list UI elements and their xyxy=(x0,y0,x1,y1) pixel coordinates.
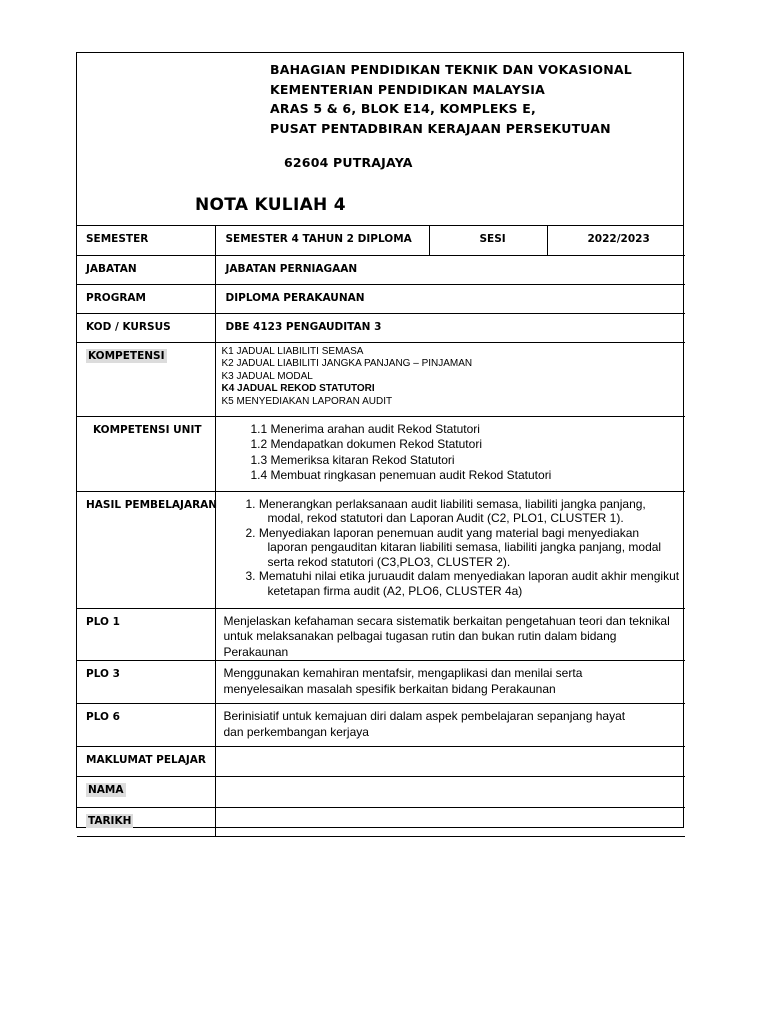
plo6-line: Berinisiatif untuk kemajuan diri dalam aspek pembelajaran sepanjang hayat xyxy=(223,709,626,723)
kompetensi-unit-label: KOMPETENSI UNIT xyxy=(93,423,202,436)
row-program xyxy=(77,284,685,313)
kompetensi-unit-list xyxy=(216,417,686,484)
row-hasil-pembelajaran xyxy=(77,491,685,608)
info-table xyxy=(77,226,685,837)
plo6-line: dan perkembangan kerjaya xyxy=(223,724,369,739)
kompetensi-unit-item: 1.1 Menerima arahan audit Rekod Statutori xyxy=(250,421,480,436)
sesi-value: 2022/2023 xyxy=(587,233,650,245)
address-city: 62604 PUTRAJAYA xyxy=(284,155,413,170)
row-kompetensi-unit xyxy=(77,416,685,491)
plo3-line: menyelesaikan masalah spesifik berkaitan bidang Perakaunan xyxy=(223,681,556,696)
semester-value: SEMESTER 4 TAHUN 2 DIPLOMA xyxy=(225,233,412,245)
hasil-item: 2. Menyediakan laporan penemuan audit yang material bagi menyediakan laporan pengauditan kitaran liabiliti semasa, liabiliti jangka panjang, modal serta rekod statutori (C3,PLO3, CLUSTER 2). xyxy=(245,525,662,569)
sesi-label: SESI xyxy=(479,233,506,245)
lecture-note-form xyxy=(76,52,684,828)
tarikh-label: TARIKH xyxy=(88,815,132,827)
row-plo6 xyxy=(77,704,685,747)
address-line-2: KEMENTERIAN PENDIDIKAN MALAYSIA xyxy=(270,82,546,97)
program-label: PROGRAM xyxy=(86,291,146,304)
row-maklumat-pelajar xyxy=(77,747,685,777)
kompetensi-item: K3 JADUAL MODAL xyxy=(221,370,313,382)
kompetensi-item: K2 JADUAL LIABILITI JANGKA PANJANG – PINJAMAN xyxy=(221,358,473,369)
plo6-text xyxy=(216,704,686,740)
plo1-label: PLO 1 xyxy=(86,615,120,628)
plo1-line: Menjelaskan kefahaman secara sistematik berkaitan pengetahuan teori dan teknikal xyxy=(223,613,670,628)
address-line-1: BAHAGIAN PENDIDIKAN TEKNIK DAN VOKASIONAL xyxy=(270,62,632,77)
plo6-label: PLO 6 xyxy=(86,711,120,723)
kompetensi-unit-item: 1.4 Membuat ringkasan penemuan audit Rekod Statutori xyxy=(250,468,552,482)
hasil-item: 3. Mematuhi nilai etika juruaudit dalam menyediakan laporan audit akhir mengikut ketetapan firma audit (A2, PLO6, CLUSTER 4a) xyxy=(245,569,680,598)
row-plo1 xyxy=(77,608,685,661)
maklumat-label: MAKLUMAT PELAJAR xyxy=(86,754,206,766)
semester-label: SEMESTER xyxy=(86,233,149,245)
kompetensi-unit-item: 1.3 Memeriksa kitaran Rekod Statutori xyxy=(250,452,455,467)
kompetensi-list xyxy=(216,343,686,409)
plo3-text xyxy=(216,661,686,697)
kursus-label: KOD / KURSUS xyxy=(86,320,171,333)
program-value: DIPLOMA PERAKAUNAN xyxy=(225,291,365,304)
nama-label: NAMA xyxy=(88,784,124,796)
maklumat-field[interactable] xyxy=(216,747,686,754)
plo3-line: Menggunakan kemahiran mentafsir, mengaplikasi dan menilai serta xyxy=(223,666,583,680)
jabatan-value: JABATAN PERNIAGAAN xyxy=(225,262,358,275)
kompetensi-item: K1 JADUAL LIABILITI SEMASA xyxy=(221,345,364,357)
nama-field[interactable] xyxy=(216,777,686,784)
address-line-3: ARAS 5 & 6, BLOK E14, KOMPLEKS E, xyxy=(270,101,536,116)
hasil-label: HASIL PEMBELAJARAN xyxy=(86,498,218,511)
address-line-4: PUSAT PENTADBIRAN KERAJAAN PERSEKUTUAN xyxy=(270,121,611,136)
kompetensi-unit-item: 1.2 Mendapatkan dokumen Rekod Statutori xyxy=(250,437,482,451)
tarikh-field[interactable] xyxy=(216,808,686,815)
kompetensi-item: K5 MENYEDIAKAN LAPORAN AUDIT xyxy=(221,395,393,407)
row-semester xyxy=(77,226,685,255)
plo3-label: PLO 3 xyxy=(86,668,120,680)
row-plo3 xyxy=(77,661,685,704)
hasil-list xyxy=(216,492,686,599)
row-nama xyxy=(77,777,685,808)
kursus-value: DBE 4123 PENGAUDITAN 3 xyxy=(225,320,382,333)
plo1-text xyxy=(216,609,686,661)
plo1-line: untuk melaksanakan pelbagai tugasan rutin dan bukan rutin dalam bidang Perakaunan xyxy=(223,629,617,659)
row-tarikh xyxy=(77,808,685,837)
jabatan-label: JABATAN xyxy=(86,262,137,275)
document-title: NOTA KULIAH 4 xyxy=(195,195,346,215)
form-header xyxy=(77,53,683,226)
row-kompetensi xyxy=(77,342,685,416)
row-jabatan xyxy=(77,255,685,284)
kompetensi-label: KOMPETENSI xyxy=(88,349,165,362)
row-kursus xyxy=(77,313,685,342)
hasil-item: 1. Menerangkan perlaksanaan audit liabiliti semasa, liabiliti jangka panjang, modal, rekod statutori dan Laporan Audit (C2, PLO1, CLUSTER 1). xyxy=(245,496,646,525)
kompetensi-item-current: K4 JADUAL REKOD STATUTORI xyxy=(221,383,375,394)
